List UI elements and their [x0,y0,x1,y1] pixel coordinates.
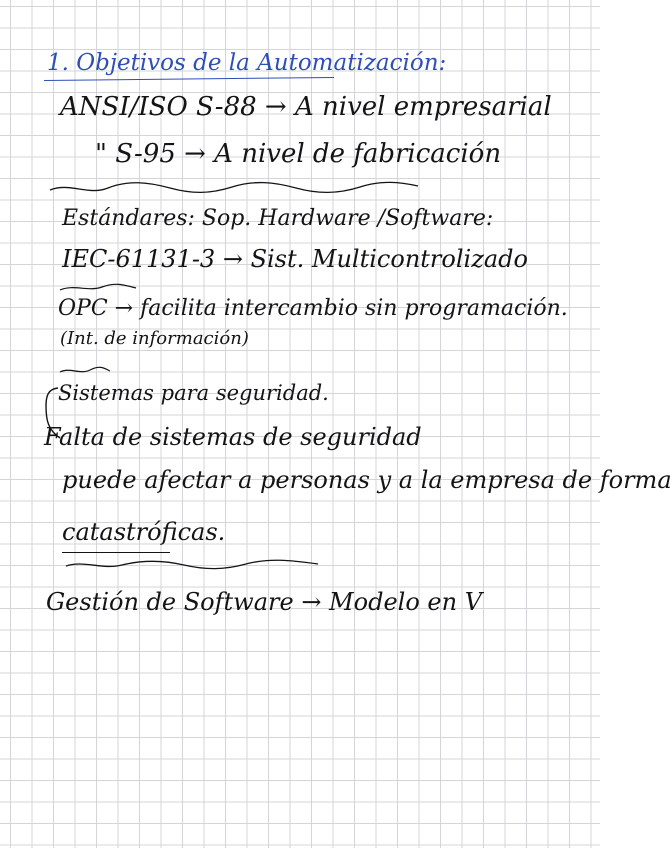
safety-underline [62,552,170,553]
safety-line-1: Falta de sistemas de seguridad [44,423,422,451]
short-separator [58,365,112,377]
safety-line-2: puede afectar a personas y a la empresa de forma [62,466,672,494]
iec-standard-line: IEC-61131-3 → Sist. Multicontrolizado [62,245,528,273]
wavy-separator [64,556,320,574]
opc-subline: (Int. de información) [60,328,249,349]
heading-underline [44,77,334,81]
software-line: Gestión de Software → Modelo en V [46,588,483,616]
hardware-software-line: Estándares: Sop. Hardware /Software: [62,206,494,231]
wavy-separator [48,178,420,198]
standard-line-s95: " S-95 → A nivel de fabricación [95,139,502,169]
safety-line-3: catastróficas. [62,518,226,546]
standard-line-s88: ANSI/ISO S-88 → A nivel empresarial [60,92,552,122]
section-heading: 1. Objetivos de la Automatización: [47,50,447,76]
opc-line: OPC → facilita intercambio sin programación. [58,296,568,321]
safety-title: Sistemas para seguridad. [58,381,329,405]
short-separator [58,282,138,294]
